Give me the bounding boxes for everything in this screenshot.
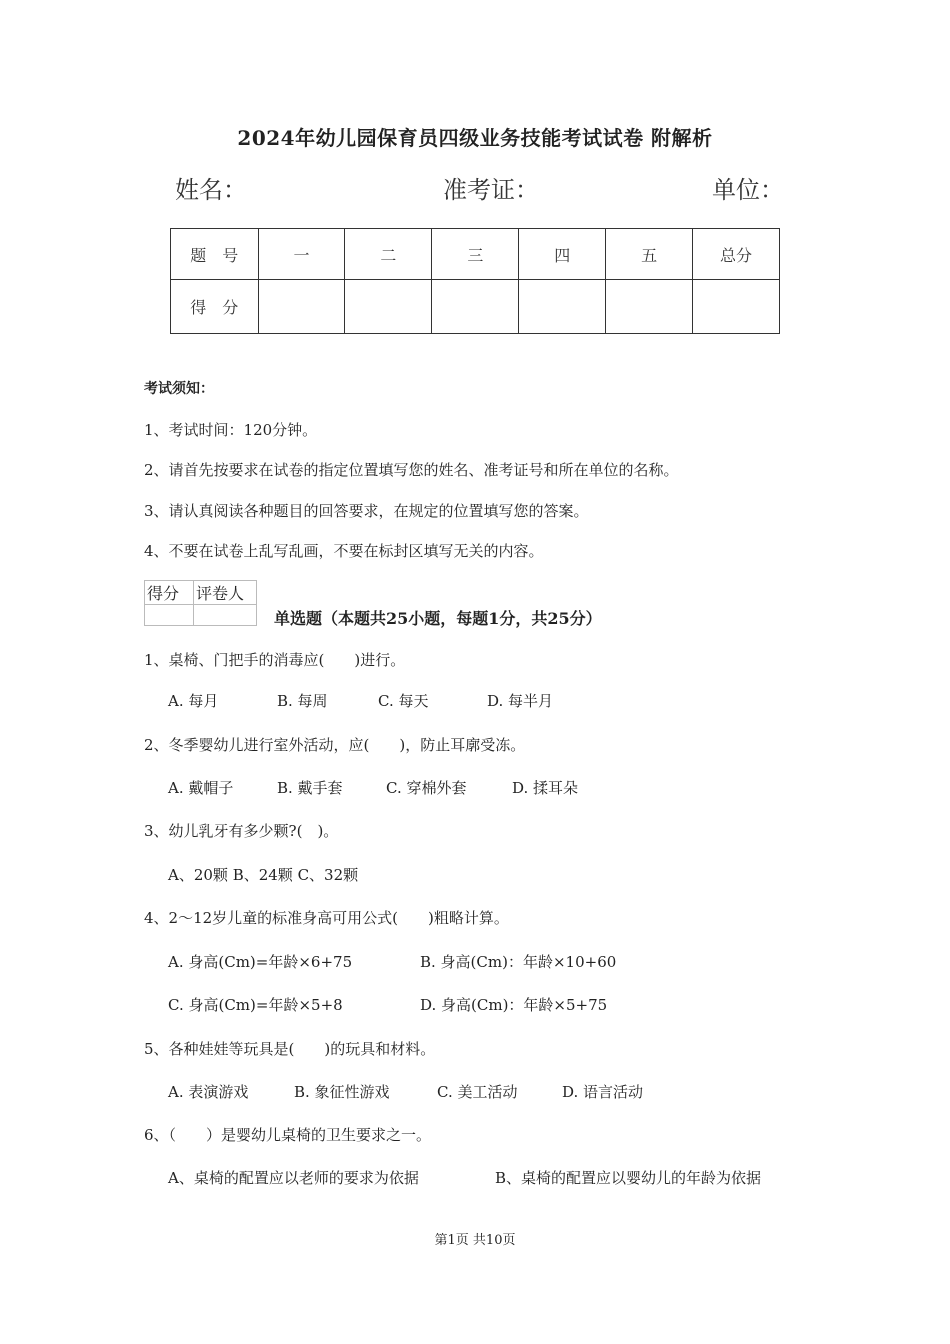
grader-score-cell[interactable] bbox=[145, 605, 194, 626]
score-cell[interactable] bbox=[432, 280, 519, 334]
score-header-cell: 题 号 bbox=[171, 229, 259, 280]
exam-id-label: 准考证： bbox=[443, 176, 539, 204]
score-header-cell: 三 bbox=[432, 229, 519, 280]
option[interactable]: B. 象征性游戏 bbox=[294, 1083, 390, 1101]
option[interactable]: D. 身高(Cm)：年龄×5+75 bbox=[420, 996, 608, 1014]
option[interactable]: C. 穿棉外套 bbox=[386, 779, 467, 797]
option[interactable]: A. 身高(Cm)=年龄×6+75 bbox=[168, 953, 353, 971]
notice-heading: 考试须知： bbox=[144, 381, 214, 397]
option[interactable]: A. 戴帽子 bbox=[168, 779, 234, 797]
option[interactable]: B、桌椅的配置应以婴幼儿的年龄为依据 bbox=[495, 1169, 762, 1187]
score-table bbox=[170, 228, 780, 334]
notice-item: 2、请首先按要求在试卷的指定位置填写您的姓名、准考证号和所在单位的名称。 bbox=[144, 461, 679, 479]
section-title: 单选题（本题共25小题，每题1分，共25分） bbox=[274, 609, 602, 628]
grader-reviewer-cell[interactable] bbox=[194, 605, 257, 626]
question-stem: 3、幼儿乳牙有多少颗?( )。 bbox=[144, 822, 339, 840]
option[interactable]: D. 每半月 bbox=[487, 692, 554, 710]
score-cell[interactable] bbox=[606, 280, 693, 334]
notice-item: 1、考试时间：120分钟。 bbox=[144, 421, 318, 439]
option[interactable]: D. 揉耳朵 bbox=[512, 779, 579, 797]
page-footer: 第1页 共10页 bbox=[434, 1233, 516, 1248]
grader-score-label: 得分 bbox=[145, 581, 194, 605]
question-stem: 5、各种娃娃等玩具是( )的玩具和材料。 bbox=[144, 1040, 436, 1058]
score-cell[interactable] bbox=[519, 280, 606, 334]
option[interactable]: A、桌椅的配置应以老师的要求为依据 bbox=[168, 1169, 419, 1187]
option[interactable]: B. 戴手套 bbox=[277, 779, 343, 797]
grader-reviewer-label: 评卷人 bbox=[194, 581, 257, 605]
option[interactable]: B. 每周 bbox=[277, 692, 328, 710]
option[interactable]: B. 身高(Cm)：年龄×10+60 bbox=[420, 953, 617, 971]
score-table-header-row bbox=[171, 229, 780, 280]
option[interactable]: A. 表演游戏 bbox=[168, 1083, 249, 1101]
option[interactable]: C. 美工活动 bbox=[437, 1083, 518, 1101]
score-header-cell: 一 bbox=[258, 229, 345, 280]
notice-item: 3、请认真阅读各种题目的回答要求，在规定的位置填写您的答案。 bbox=[144, 502, 589, 520]
score-header-cell: 四 bbox=[519, 229, 606, 280]
score-header-cell: 五 bbox=[606, 229, 693, 280]
score-cell[interactable] bbox=[258, 280, 345, 334]
exam-title: 2024年幼儿园保育员四级业务技能考试试卷 附解析 bbox=[237, 126, 713, 150]
score-cell[interactable] bbox=[345, 280, 432, 334]
grader-box bbox=[144, 580, 257, 626]
question-stem: 2、冬季婴幼儿进行室外活动，应( )，防止耳廓受冻。 bbox=[144, 736, 526, 754]
option[interactable]: A. 每月 bbox=[168, 692, 219, 710]
score-row-label: 得 分 bbox=[171, 280, 259, 334]
option[interactable]: A、20颗 B、24颗 C、32颗 bbox=[168, 866, 359, 884]
unit-label: 单位： bbox=[712, 176, 784, 204]
score-header-cell: 总分 bbox=[693, 229, 780, 280]
name-label: 姓名： bbox=[175, 176, 247, 204]
score-table-score-row bbox=[171, 280, 780, 334]
notice-item: 4、不要在试卷上乱写乱画，不要在标封区填写无关的内容。 bbox=[144, 542, 544, 560]
question-stem: 4、2～12岁儿童的标准身高可用公式( )粗略计算。 bbox=[144, 909, 509, 927]
question-stem: 6、（ ）是婴幼儿桌椅的卫生要求之一。 bbox=[144, 1126, 432, 1144]
question-stem: 1、桌椅、门把手的消毒应( )进行。 bbox=[144, 651, 406, 669]
score-header-cell: 二 bbox=[345, 229, 432, 280]
option[interactable]: C. 每天 bbox=[378, 692, 429, 710]
score-cell[interactable] bbox=[693, 280, 780, 334]
option[interactable]: C. 身高(Cm)=年龄×5+8 bbox=[168, 996, 343, 1014]
option[interactable]: D. 语言活动 bbox=[562, 1083, 644, 1101]
